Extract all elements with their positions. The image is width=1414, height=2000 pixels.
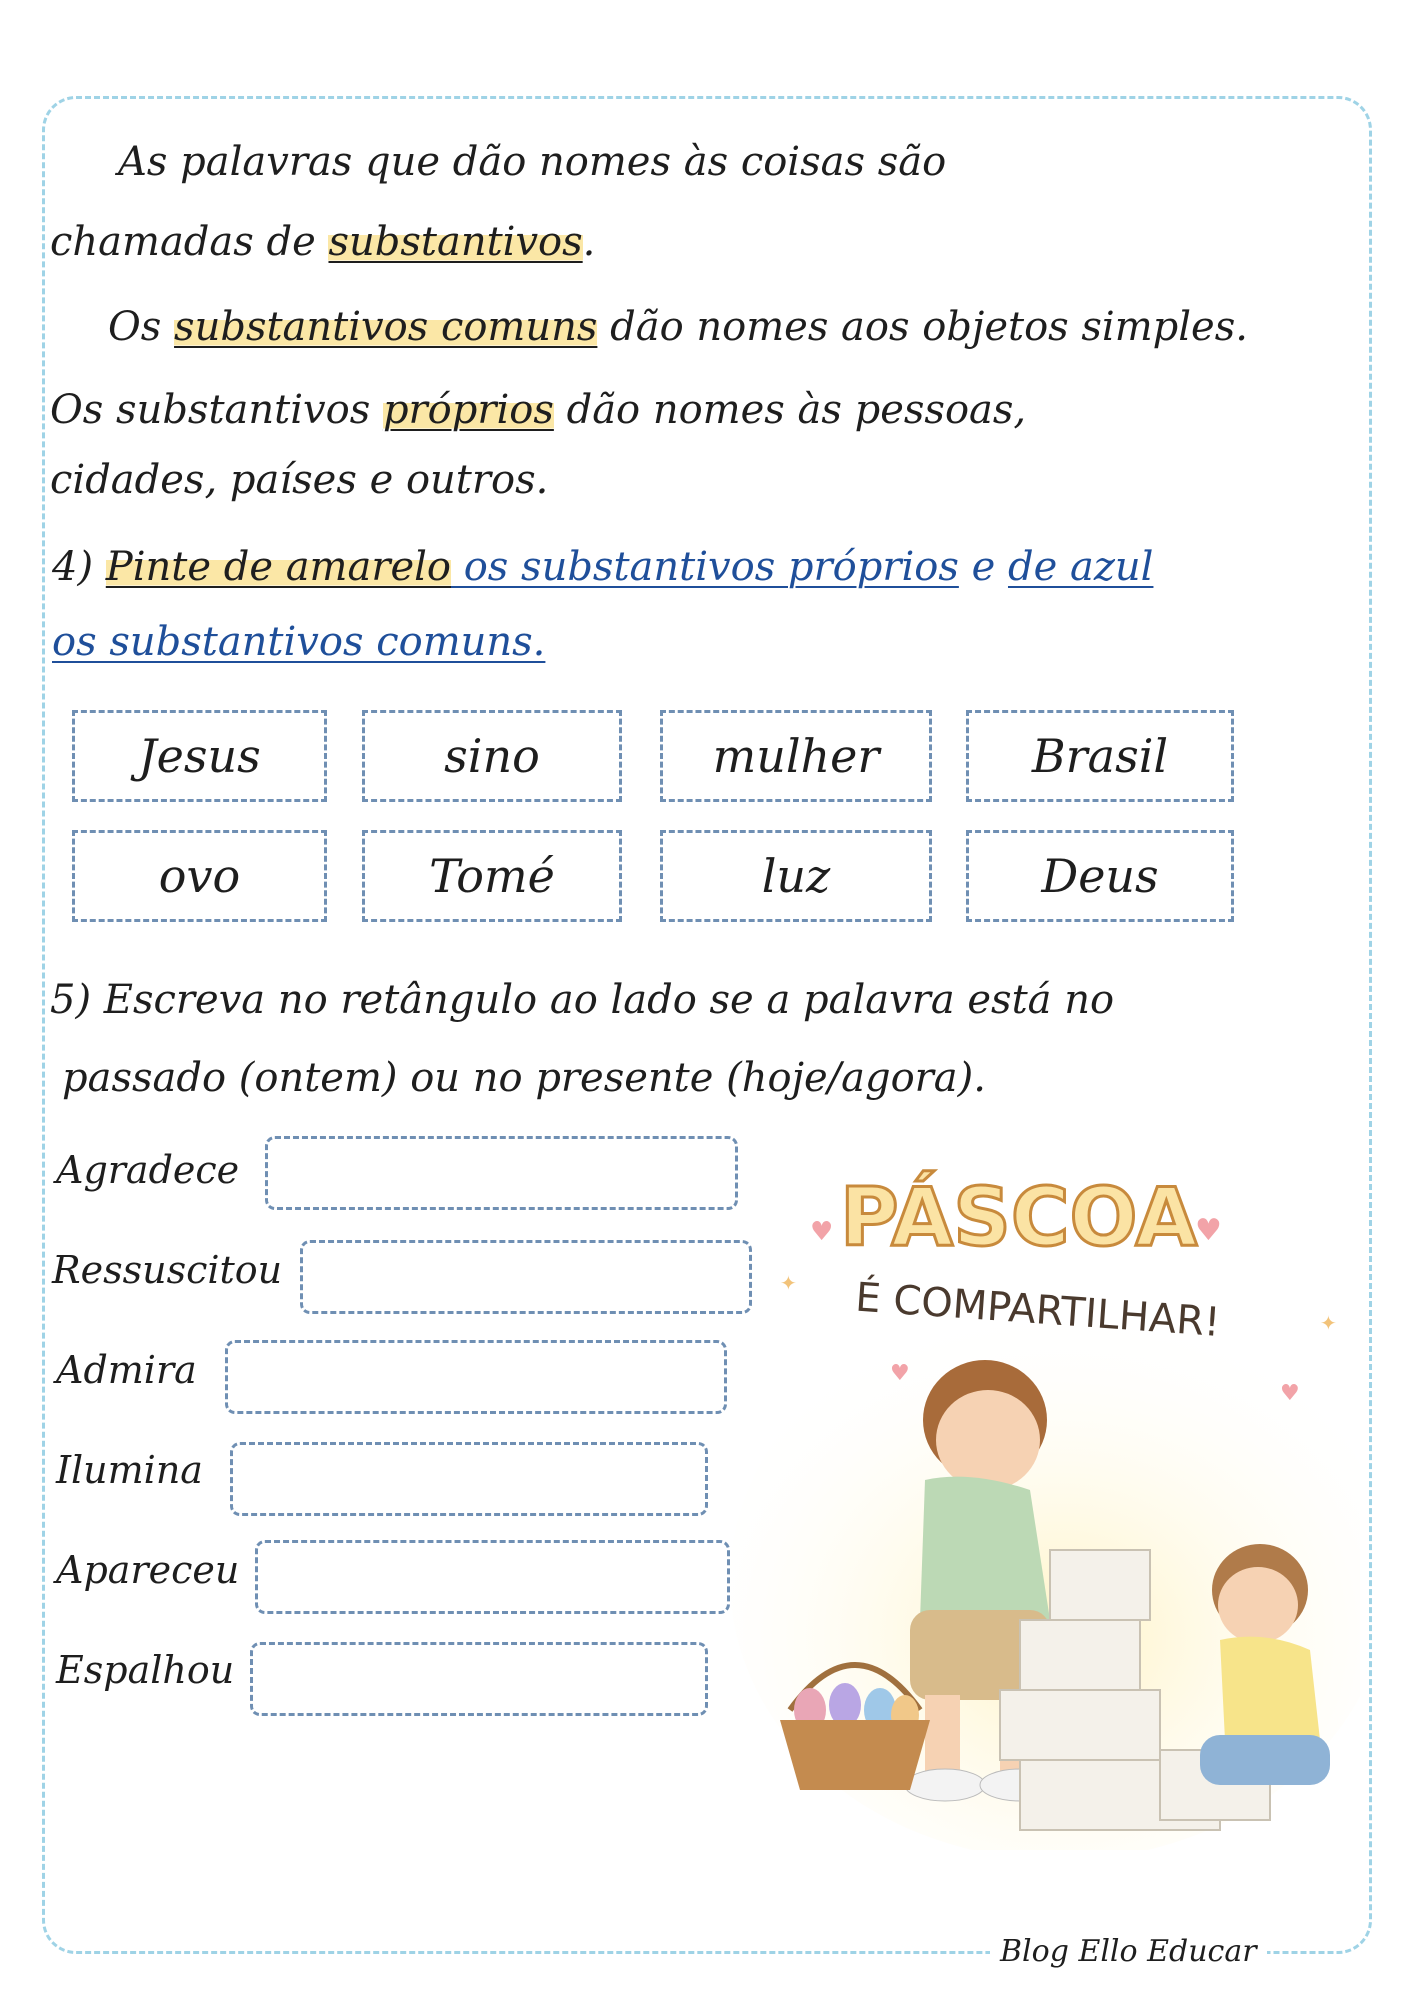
answer-box-ressuscitou[interactable] (300, 1240, 752, 1314)
verb-label-ilumina: Ilumina (56, 1448, 203, 1492)
answer-box-admira[interactable] (225, 1340, 727, 1414)
highlight-substantivos-comuns: substantivos comuns (174, 304, 598, 350)
word-box-mulher[interactable]: mulher (660, 710, 932, 802)
question-5-line-2: passado (ontem) ou no presente (hoje/agora). (62, 1055, 986, 1101)
intro-line-3 (108, 305, 1248, 349)
intro-line-4-start: Os substantivos (50, 387, 383, 433)
easter-illustration (720, 1150, 1360, 1850)
intro-line-1: As palavras que dão nomes às coisas são (118, 139, 947, 185)
word-box-luz[interactable]: luz (660, 830, 932, 922)
word-box-jesus[interactable]: Jesus (72, 710, 327, 802)
verb-label-ressuscitou: Ressuscitou (52, 1248, 283, 1292)
intro-line-4-end: dão nomes às pessoas, (553, 387, 1027, 433)
word-box-tome[interactable]: Tomé (362, 830, 622, 922)
question-4-line-2 (52, 620, 545, 664)
intro-line-3-end: dão nomes aos objetos simples. (597, 304, 1248, 350)
illustration-subtitle: É COMPARTILHAR! (853, 1274, 1222, 1346)
intro-line-2 (50, 220, 595, 264)
word-box-deus[interactable]: Deus (966, 830, 1234, 922)
heart-icon: ♥ (1195, 1213, 1222, 1248)
answer-box-ilumina[interactable] (230, 1442, 708, 1516)
heart-icon: ♥ (1280, 1381, 1300, 1406)
answer-box-apareceu[interactable] (255, 1540, 730, 1614)
highlight-pinte-de-amarelo: Pinte de amarelo (105, 544, 451, 590)
answer-box-agradece[interactable] (265, 1136, 738, 1210)
verb-label-apareceu: Apareceu (56, 1548, 240, 1592)
footer-credit: Blog Ello Educar (990, 1934, 1267, 1969)
verb-label-espalhou: Espalhou (56, 1648, 235, 1692)
question-4-number: 4) (52, 544, 94, 590)
intro-line-3-start: Os (108, 304, 175, 350)
intro-line-5: cidades, países e outros. (50, 457, 549, 503)
highlight-proprios: próprios (382, 387, 554, 433)
illustration-title: PÁSCOA (840, 1171, 1198, 1264)
sparkle-icon: ✦ (780, 1271, 797, 1295)
highlight-substantivos: substantivos (328, 219, 583, 265)
heart-icon: ♥ (890, 1361, 910, 1386)
answer-box-espalhou[interactable] (250, 1642, 708, 1716)
sparkle-icon: ✦ (1320, 1311, 1337, 1335)
question-4-and: e (958, 544, 1008, 590)
question-4-proprios: os substantivos próprios (451, 544, 959, 590)
verb-label-agradece: Agradece (56, 1148, 240, 1192)
intro-line-4 (50, 388, 1026, 432)
intro-line-2-start: chamadas de (50, 219, 329, 265)
question-4-de-azul: de azul (1007, 544, 1154, 590)
intro-line-2-end: . (582, 219, 596, 265)
question-5-line-1: 5) Escreva no retângulo ao lado se a palavra está no (50, 977, 1115, 1023)
word-box-brasil[interactable]: Brasil (966, 710, 1234, 802)
word-box-sino[interactable]: sino (362, 710, 622, 802)
verb-label-admira: Admira (56, 1348, 197, 1392)
question-4-comuns: os substantivos comuns. (52, 619, 546, 665)
word-box-ovo[interactable]: ovo (72, 830, 327, 922)
heart-icon: ♥ (810, 1217, 834, 1247)
question-4-line-1 (52, 545, 1153, 589)
